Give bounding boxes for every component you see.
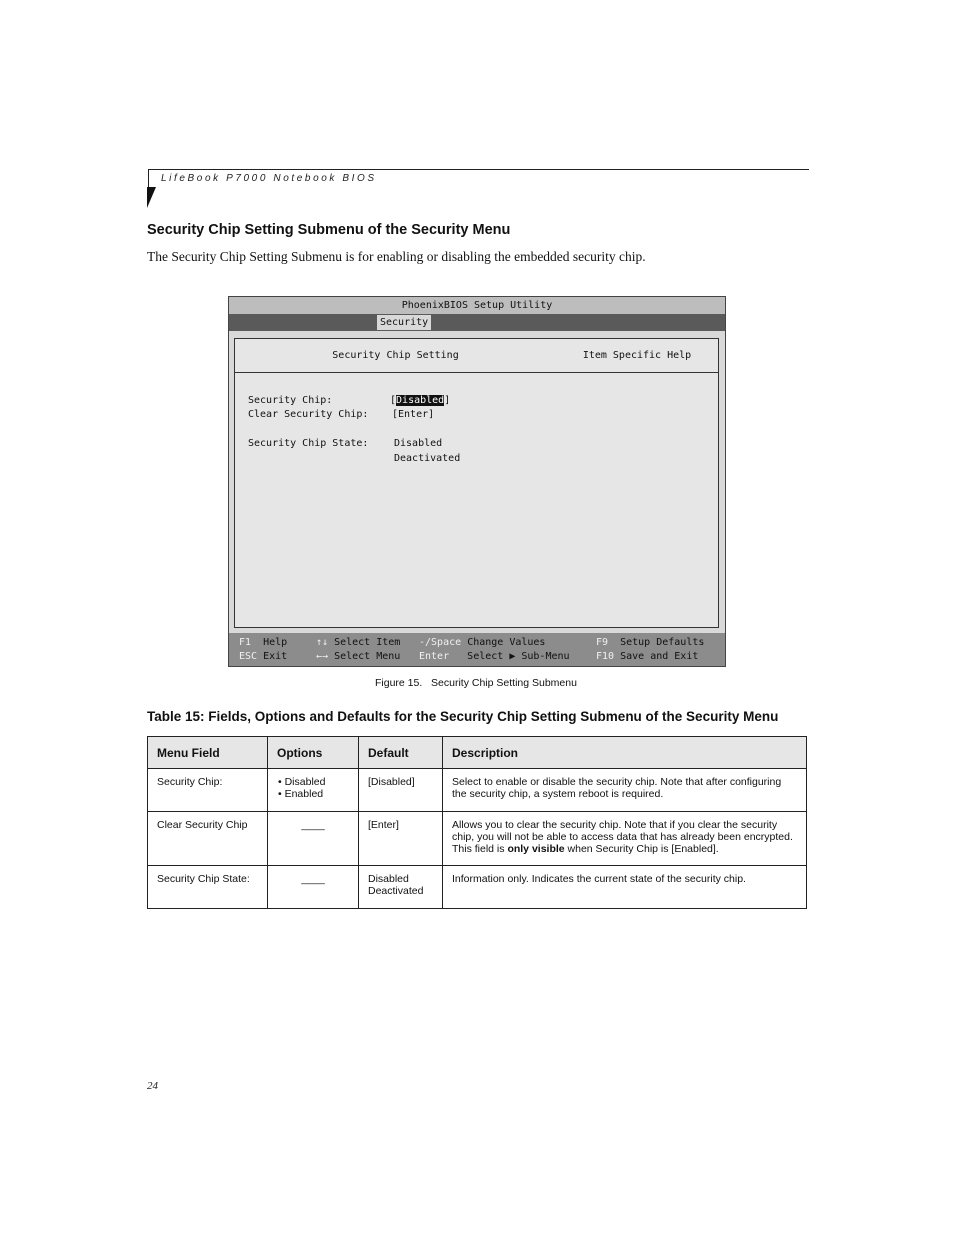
footer-select-menu: ←→ Select Menu: [316, 651, 401, 662]
figure-caption: Figure 15. Security Chip Setting Submenu: [375, 677, 577, 689]
default-line: Deactivated: [368, 885, 424, 897]
col-default: Default: [359, 737, 443, 769]
security-chip-value[interactable]: [Disabled]: [390, 395, 451, 406]
cell-description: Information only. Indicates the current state of the security chip.: [443, 866, 807, 909]
cell-options: [268, 769, 359, 812]
help-title: Item Specific Help: [556, 339, 718, 373]
col-options: Options: [268, 737, 359, 769]
fields-table: [147, 736, 807, 909]
cell-default: [Disabled]: [359, 769, 443, 812]
intro-paragraph: The Security Chip Setting Submenu is for enabling or disabling the embedded security chip.: [147, 249, 646, 264]
col-description: Description: [443, 737, 807, 769]
cell-field: Security Chip State:: [148, 866, 268, 909]
table-row: [148, 769, 807, 812]
cell-options: [268, 866, 359, 909]
footer-exit: ESC Exit: [239, 651, 288, 662]
default-line: Disabled: [368, 873, 409, 885]
footer-select-item: ↑↓ Select Item: [316, 637, 401, 648]
bios-menubar: [229, 314, 725, 331]
security-chip-state-value: Disabled: [394, 438, 443, 449]
settings-panel: [234, 338, 557, 628]
cell-default: [Enter]: [359, 812, 443, 866]
bios-footer: [229, 633, 725, 666]
security-chip-label: Security Chip:: [248, 395, 333, 406]
table-header-row: [148, 737, 807, 769]
clear-security-chip-value[interactable]: [Enter]: [392, 409, 435, 420]
option-item: • Disabled: [278, 776, 326, 788]
bold-phrase: only visible: [507, 843, 565, 855]
bios-title: PhoenixBIOS Setup Utility: [229, 297, 725, 314]
header-rule: [148, 169, 809, 170]
clear-security-chip-label: Clear Security Chip:: [248, 409, 369, 420]
panel-title: Security Chip Setting: [235, 339, 556, 373]
cell-default: [359, 866, 443, 909]
col-menu-field: Menu Field: [148, 737, 268, 769]
cell-options: [268, 812, 359, 866]
no-options-dash: ____: [301, 873, 325, 885]
page-number: 24: [147, 1080, 158, 1092]
section-title: Security Chip Setting Submenu of the Security Menu: [147, 222, 511, 238]
table-title: Table 15: Fields, Options and Defaults for the Security Chip Setting Submenu of the Security Menu: [147, 709, 779, 724]
menu-security[interactable]: Security: [377, 315, 431, 330]
option-item: • Enabled: [278, 788, 324, 800]
cell-description: Select to enable or disable the security chip. Note that after configuring the security chip, a system reboot is required.: [443, 769, 807, 812]
footer-save-exit: F10 Save and Exit: [596, 651, 699, 662]
bios-screen: [228, 296, 726, 667]
footer-sub-menu: Enter Select ▶ Sub-Menu: [419, 651, 570, 662]
header-vertical-rule: [148, 169, 149, 189]
no-options-dash: ____: [301, 819, 325, 831]
cell-field: Security Chip:: [148, 769, 268, 812]
table-row: [148, 812, 807, 866]
footer-change-values: -/Space Change Values: [419, 637, 546, 648]
selected-value: Disabled: [396, 395, 445, 406]
security-chip-state-value2: Deactivated: [394, 453, 461, 464]
security-chip-state-label: Security Chip State:: [248, 438, 369, 449]
cell-field: Clear Security Chip: [148, 812, 268, 866]
footer-setup-defaults: F9 Setup Defaults: [596, 637, 705, 648]
running-header: LifeBook P7000 Notebook BIOS: [161, 173, 377, 184]
cell-description: Allows you to clear the security chip. Note that if you clear the security chip, you will not be able to access data that has already been encrypted. This field is only visible when Security Chip is [Enabled].: [443, 812, 807, 866]
header-wedge-mark: [147, 187, 156, 208]
table-row: [148, 866, 807, 909]
help-panel: [556, 338, 719, 628]
footer-help: F1 Help: [239, 637, 288, 648]
